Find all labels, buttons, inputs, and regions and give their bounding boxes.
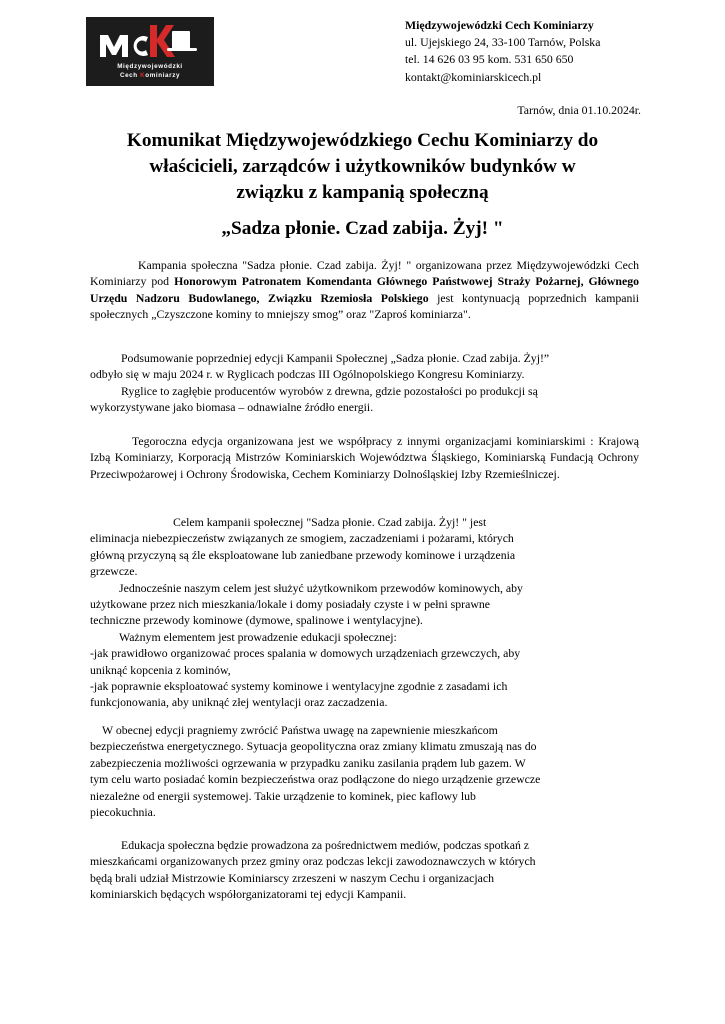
campaign-slogan: „Sadza płonie. Czad zabija. Żyj! " — [221, 218, 504, 239]
org-name: Międzywojewódzki Cech Kominiarzy — [405, 18, 594, 32]
patronage-text: Honorowym Patronatem Komendanta Głównego Państwowej Straży Pożarnej, Głównego Urzędu Nadzoru Budowlanego, Związku Rzemiosła Polskiego — [90, 274, 639, 305]
paragraph-goals: Celem kampanii społecznej "Sadza płonie. Czad zabija. Żyj! " jest eliminacja niebezpieczeństw związanych ze smogiem, zaczadzeniami i pożarami, których główną przyczyną są źle eksploatowane lub zaniedbane przewody kominowe i urządzenia grzewcze. Jednocześnie naszym celem jest służyć użytkownikom przewodów kominowych, aby użytkowane przez nich mieszkania/lokale i domy posiadały czyste i w pełni sprawne techniczne przewody kominowe (dymowe, spalinowe i wentylacyjne). Ważnym elementem jest prowadzenie edukacji społecznej: -jak prawidłowo organizować proces spalania w domowych urządzeniach grzewczych, aby uniknąć kopcenia z kominów, -jak poprawnie eksploatować systemy kominowe i wentylacyjne zgodnie z zasadami ich funkcjonowania, aby uniknąć złej wentylacji oraz zaczadzenia. — [90, 515, 523, 710]
title-line1: Komunikat Międzywojewódzkiego Cechu Kominiarzy do — [126, 130, 599, 151]
paragraph-partners: Tegoroczna edycja organizowana jest we współpracy z innymi organizacjami kominiarskimi : Krajową Izbą Kominiarzy, Korporacją Mistrzów Kominiarskich Województwa Śląskiego, Kominiarską Fundacją Ochrony Przeciwpożarowej i Ochrony Środowiska, Cechem Kominiarzy Dolnośląskiej Izby Rzemieślniczej. — [90, 434, 639, 481]
logo — [86, 17, 214, 86]
logo-text-line1: Międzywojewódzki — [117, 63, 183, 70]
org-address: ul. Ujejskiego 24, 33-100 Tarnów, Polska — [405, 35, 601, 50]
org-contact-block — [405, 17, 600, 86]
mck-logo-mark — [86, 17, 214, 63]
paragraph-education: Edukacja społeczna będzie prowadzona za pośrednictwem mediów, podczas spotkań z mieszkańcami organizowanych przez gminy oraz podczas lekcji zawodoznawczych w których będą brali udział Mistrzowie Kominiarscy zrzeszeni w naszym Cechu i organizacjach kominiarskich będących współorganizatorami tej edycji Kampanii. — [90, 838, 536, 902]
document-title — [86, 128, 639, 206]
paragraph-intro: Kampania społeczna "Sadza płonie. Czad zabija. Żyj! " organizowana przez Międzywojewódzki Cech Kominiarzy pod Honorowym Patronatem Komendanta Głównego Państwowej Straży Pożarnej, Głównego Urzędu Nadzoru Budowlanego, Związku Rzemiosła Polskiego jest kontynuacją poprzednich kampanii społecznych „Czyszczone kominy to mniejszy smog” oraz "Zaproś kominiarza". — [90, 258, 639, 322]
title-line3: związku z kampanią społeczną — [236, 182, 489, 203]
logo-text-line2: Cech Kominiarzy — [119, 72, 181, 79]
paragraph-summary: Podsumowanie poprzedniej edycji Kampanii Społecznej „Sadza płonie. Czad zabija. Żyj!” odbyło się w maju 2024 r. w Ryglicach podczas III Ogólnopolskiego Kongresu Kominiarzy. Ryglice to zagłębie producentów wyrobów z drewna, gdzie pozostałości po produkcji są wykorzystywane jako biomasa – odnawialne źródło energii. — [90, 351, 550, 415]
org-phone: tel. 14 626 03 95 kom. 531 650 650 — [405, 52, 574, 67]
org-email[interactable]: kontakt@kominiarskicech.pl — [405, 69, 542, 84]
paragraph-energy-security: W obecnej edycji pragniemy zwrócić Państwa uwagę na zapewnienie mieszkańcom bezpieczeństwa energetycznego. Sytuacja geopolityczna oraz zmiany klimatu zmuszają nas do zabezpieczenia możliwości ogrzewania w przypadku zaniku zasilania prądem lub gazem. W tym celu warto posiadać komin bezpieczeństwa oraz podłączone do niego urządzenie grzewcze niezależne od energii systemowej. Takie urządzenie to kominek, piec kaflowy lub piecokuchnia. — [90, 723, 541, 820]
title-line2: właścicieli, zarządców i użytkowników budynków w — [149, 156, 576, 177]
document-date: Tarnów, dnia 01.10.2024r. — [517, 103, 641, 117]
